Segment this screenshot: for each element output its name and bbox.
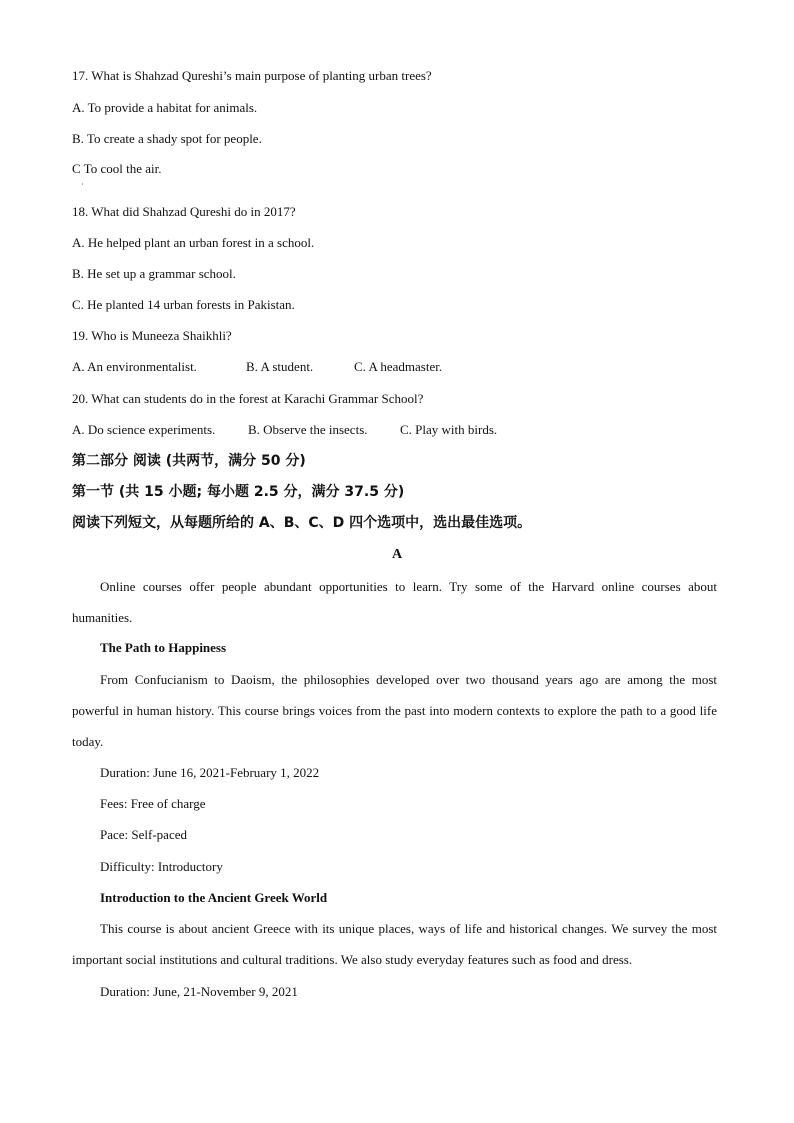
course1-difficulty: Difficulty: Introductory [100,859,223,874]
q17-option-c: C To cool the air. [72,161,162,176]
section-one-heading: 第一节 (共 15 小题; 每小题 2.5 分，满分 37.5 分) [72,484,405,500]
q19-option-b: B. A student. [246,359,314,374]
intro-paragraph: Online courses offer people abundant opportunities to learn. Try some of the Harvard online courses about humanities. [72,579,717,625]
q20-option-b: B. Observe the insects. [248,422,368,437]
reading-instruction: 阅读下列短文，从每题所给的 A、B、C、D 四个选项中，选出最佳选项。 [72,515,532,531]
q19-option-a: A. An environmentalist. [72,359,197,374]
course1-duration: Duration: June 16, 2021-February 1, 2022 [100,765,320,780]
q17-option-a: A. To provide a habitat for animals. [72,100,258,115]
q20-options [72,422,497,438]
course1-title: The Path to Happiness [100,640,227,655]
stray-dot: · [81,180,84,189]
course2-duration: Duration: June, 21-November 9, 2021 [100,984,298,999]
q18-option-b: B. He set up a grammar school. [72,266,236,281]
q18-option-c: C. He planted 14 urban forests in Pakistan. [72,297,295,312]
q17-question: 17. What is Shahzad Qureshi’s main purpose of planting urban trees? [72,68,432,83]
course1-fees: Fees: Free of charge [100,796,206,811]
course1-pace: Pace: Self-paced [100,827,187,842]
course1-description: From Confucianism to Daoism, the philosophies developed over two thousand years ago are among the most powerful in human history. This course brings voices from the past into modern contexts to explore the path to a good life today. [72,672,717,749]
q20-question: 20. What can students do in the forest at Karachi Grammar School? [72,391,424,406]
part-two-heading: 第二部分 阅读 (共两节，满分 50 分) [72,453,306,469]
passage-label: A [391,547,403,562]
q20-option-c: C. Play with birds. [400,422,498,437]
q18-question: 18. What did Shahzad Qureshi do in 2017? [72,204,296,219]
q19-question: 19. Who is Muneeza Shaikhli? [72,328,232,343]
q18-option-a: A. He helped plant an urban forest in a school. [72,235,315,250]
q17-option-b: B. To create a shady spot for people. [72,131,262,146]
course2-title: Introduction to the Ancient Greek World [100,890,328,905]
q19-option-c: C. A headmaster. [354,359,443,374]
q19-options [72,359,442,375]
course2-description: This course is about ancient Greece with its unique places, ways of life and historical changes. We survey the most important social institutions and cultural traditions. We also study everyday features such as food and dress. [72,921,717,967]
q20-option-a: A. Do science experiments. [72,422,216,437]
